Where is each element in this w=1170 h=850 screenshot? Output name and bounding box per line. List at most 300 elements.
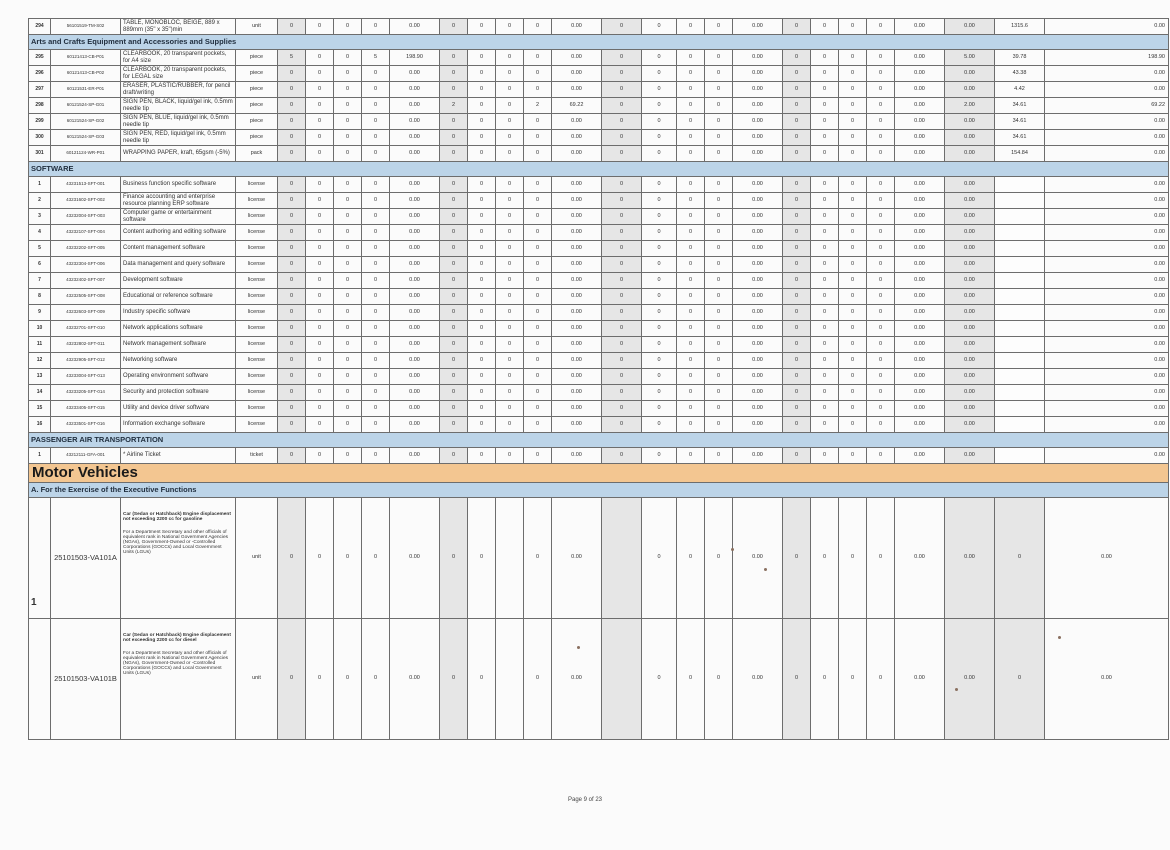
item-code: 43231513-SFT-001 <box>51 177 121 193</box>
item-unit: license <box>236 177 278 193</box>
value-cell: 0 <box>334 114 362 130</box>
value-cell: 0 <box>334 19 362 35</box>
value-cell: 0.00 <box>895 289 945 305</box>
value-cell: 0.00 <box>733 209 783 225</box>
item-unit: license <box>236 417 278 433</box>
value-cell: 0 <box>839 50 867 66</box>
value-cell: 0 <box>642 209 677 225</box>
value-cell: 0 <box>783 619 811 740</box>
value-cell: 0 <box>602 146 642 162</box>
value-cell: 0 <box>278 273 306 289</box>
value-cell: 0.00 <box>390 225 440 241</box>
value-cell: 0.00 <box>945 225 995 241</box>
value-cell: 0.00 <box>390 130 440 146</box>
value-cell: 0 <box>783 225 811 241</box>
value-cell: 0 <box>440 66 468 82</box>
value-cell: 0.00 <box>552 385 602 401</box>
value-cell: 0 <box>705 448 733 464</box>
value-cell: 0 <box>642 337 677 353</box>
value-cell: 0 <box>278 417 306 433</box>
value-cell: 0 <box>306 209 334 225</box>
value-cell: 0 <box>496 225 524 241</box>
value-cell: 0 <box>602 241 642 257</box>
item-description: CLEARBOOK, 20 transparent pockets, for LEGAL size <box>121 66 236 82</box>
value-cell: 0.00 <box>733 146 783 162</box>
value-cell: 0 <box>334 321 362 337</box>
value-cell: 0 <box>306 82 334 98</box>
value-cell: 0.00 <box>390 114 440 130</box>
item-number: 13 <box>29 369 51 385</box>
item-total: 0.00 <box>1045 241 1169 257</box>
value-cell: 0.00 <box>733 289 783 305</box>
value-cell: 0 <box>811 241 839 257</box>
value-cell <box>995 241 1045 257</box>
value-cell: 0 <box>468 353 496 369</box>
value-cell: 0 <box>440 257 468 273</box>
value-cell: 4.42 <box>995 82 1045 98</box>
value-cell: 0 <box>602 50 642 66</box>
value-cell: 0 <box>496 337 524 353</box>
value-cell: 0 <box>334 289 362 305</box>
value-cell: 0.00 <box>390 401 440 417</box>
item-description: Network management software <box>121 337 236 353</box>
value-cell <box>602 498 642 619</box>
value-cell: 0 <box>306 337 334 353</box>
item-description: * Airline Ticket <box>121 448 236 464</box>
value-cell: 0 <box>496 130 524 146</box>
value-cell: 0 <box>705 401 733 417</box>
value-cell: 0 <box>278 448 306 464</box>
value-cell: 0 <box>811 19 839 35</box>
item-total: 0.00 <box>1045 19 1169 35</box>
value-cell: 0.00 <box>390 417 440 433</box>
value-cell: 0 <box>642 619 677 740</box>
value-cell: 0 <box>440 417 468 433</box>
value-cell: 0 <box>468 305 496 321</box>
value-cell: 0 <box>867 130 895 146</box>
value-cell: 0 <box>602 305 642 321</box>
value-cell: 0 <box>362 619 390 740</box>
value-cell: 0.00 <box>945 401 995 417</box>
value-cell: 0 <box>306 498 334 619</box>
value-cell: 0.00 <box>552 305 602 321</box>
value-cell: 0.00 <box>895 114 945 130</box>
value-cell: 0.00 <box>945 130 995 146</box>
vehicle-eligibility: For a Department Secretary and other officials of equivalent rank in National Government Agencies (NGAs), Government-Owned or -Controlled Corporations (GOCCs) and Local Government Units (LGUs) <box>123 651 229 677</box>
value-cell: 0 <box>278 257 306 273</box>
value-cell: 0 <box>440 305 468 321</box>
value-cell: 0 <box>811 225 839 241</box>
value-cell: 0 <box>839 114 867 130</box>
value-cell: 0 <box>334 498 362 619</box>
value-cell: 0 <box>440 19 468 35</box>
value-cell: 0.00 <box>895 193 945 209</box>
value-cell: 34.61 <box>995 114 1045 130</box>
value-cell: 0.00 <box>733 321 783 337</box>
value-cell <box>995 209 1045 225</box>
item-number: 6 <box>29 257 51 273</box>
value-cell: 0 <box>705 19 733 35</box>
value-cell: 0 <box>306 114 334 130</box>
value-cell: 0 <box>783 337 811 353</box>
value-cell <box>995 177 1045 193</box>
table-row <box>29 305 1169 321</box>
value-cell: 0 <box>705 321 733 337</box>
value-cell: 0 <box>306 619 334 740</box>
value-cell <box>995 305 1045 321</box>
value-cell: 0 <box>306 257 334 273</box>
item-code: 60121531-ER-P01 <box>51 82 121 98</box>
value-cell: 0 <box>677 257 705 273</box>
value-cell: 0.00 <box>552 401 602 417</box>
value-cell: 0 <box>524 448 552 464</box>
value-cell: 0 <box>839 98 867 114</box>
value-cell: 0 <box>440 353 468 369</box>
value-cell: 0 <box>524 209 552 225</box>
value-cell: 0.00 <box>390 257 440 273</box>
value-cell: 0 <box>839 82 867 98</box>
value-cell: 0 <box>811 337 839 353</box>
value-cell: 0 <box>677 66 705 82</box>
value-cell: 0 <box>811 193 839 209</box>
value-cell: 0 <box>867 289 895 305</box>
value-cell: 0 <box>334 305 362 321</box>
value-cell: 0 <box>468 241 496 257</box>
value-cell: 0 <box>867 177 895 193</box>
item-number: 2 <box>29 193 51 209</box>
item-code: 43232402-SFT-007 <box>51 273 121 289</box>
value-cell: 0 <box>306 448 334 464</box>
item-number: 12 <box>29 353 51 369</box>
value-cell <box>602 619 642 740</box>
value-cell: 0.00 <box>945 177 995 193</box>
value-cell: 0.00 <box>390 82 440 98</box>
value-cell: 0 <box>362 273 390 289</box>
value-cell: 0 <box>867 146 895 162</box>
value-cell: 0 <box>677 385 705 401</box>
value-cell: 0 <box>278 619 306 740</box>
value-cell: 0 <box>839 209 867 225</box>
value-cell: 0 <box>602 82 642 98</box>
value-cell: 0 <box>677 417 705 433</box>
section-header-title: Arts and Crafts Equipment and Accessories and Supplies <box>29 35 1169 50</box>
value-cell: 0 <box>362 257 390 273</box>
value-cell: 0 <box>468 146 496 162</box>
value-cell: 0 <box>642 66 677 82</box>
value-cell: 0 <box>524 193 552 209</box>
value-cell: 0 <box>278 369 306 385</box>
value-cell: 0.00 <box>895 417 945 433</box>
value-cell: 0 <box>362 19 390 35</box>
value-cell: 0 <box>496 241 524 257</box>
value-cell: 0 <box>468 401 496 417</box>
value-cell: 0.00 <box>390 209 440 225</box>
value-cell: 0.00 <box>945 417 995 433</box>
subsection-header <box>29 483 1169 498</box>
value-cell: 0 <box>642 273 677 289</box>
value-cell: 0 <box>306 273 334 289</box>
value-cell: 0 <box>306 98 334 114</box>
value-cell: 0.00 <box>733 114 783 130</box>
table-row <box>29 177 1169 193</box>
value-cell: 0.00 <box>552 209 602 225</box>
value-cell: 0.00 <box>552 241 602 257</box>
value-cell: 0.00 <box>552 50 602 66</box>
value-cell: 0 <box>524 19 552 35</box>
value-cell: 0 <box>440 146 468 162</box>
value-cell: 0 <box>642 289 677 305</box>
value-cell: 154.84 <box>995 146 1045 162</box>
value-cell: 0 <box>278 225 306 241</box>
value-cell: 0 <box>334 448 362 464</box>
item-total: 0.00 <box>1045 321 1169 337</box>
value-cell: 0 <box>677 98 705 114</box>
item-unit: license <box>236 209 278 225</box>
value-cell: 0 <box>306 193 334 209</box>
item-description: Educational or reference software <box>121 289 236 305</box>
value-cell: 0 <box>783 82 811 98</box>
value-cell: 0 <box>334 257 362 273</box>
value-cell: 0 <box>524 353 552 369</box>
value-cell: 0 <box>783 193 811 209</box>
value-cell: 0 <box>867 417 895 433</box>
item-description: WRAPPING PAPER, kraft, 65gsm (-5%) <box>121 146 236 162</box>
value-cell: 0 <box>811 50 839 66</box>
value-cell: 0 <box>867 193 895 209</box>
item-description <box>121 619 236 740</box>
value-cell: 0.00 <box>895 66 945 82</box>
value-cell: 0 <box>440 114 468 130</box>
value-cell: 0 <box>867 385 895 401</box>
table-row <box>29 369 1169 385</box>
value-cell: 0 <box>677 321 705 337</box>
value-cell: 0 <box>278 193 306 209</box>
value-cell: 0.00 <box>390 193 440 209</box>
item-code: 43232202-SFT-005 <box>51 241 121 257</box>
value-cell: 0 <box>705 498 733 619</box>
value-cell: 0 <box>496 209 524 225</box>
value-cell: 0 <box>811 289 839 305</box>
value-cell: 0 <box>524 241 552 257</box>
value-cell: 0.00 <box>895 401 945 417</box>
value-cell: 0.00 <box>552 257 602 273</box>
value-cell: 0 <box>705 225 733 241</box>
value-cell: 0 <box>642 177 677 193</box>
value-cell: 0 <box>468 82 496 98</box>
category-header-title: Motor Vehicles <box>29 464 1169 483</box>
value-cell: 0.00 <box>895 321 945 337</box>
value-cell: 0.00 <box>390 177 440 193</box>
value-cell: 0 <box>783 417 811 433</box>
value-cell: 0 <box>440 448 468 464</box>
value-cell: 0 <box>306 417 334 433</box>
value-cell: 0 <box>496 448 524 464</box>
value-cell: 0.00 <box>390 289 440 305</box>
value-cell: 0 <box>642 130 677 146</box>
value-cell: 0 <box>705 98 733 114</box>
table-row <box>29 130 1169 146</box>
value-cell: 0 <box>278 353 306 369</box>
value-cell: 0.00 <box>895 82 945 98</box>
value-cell: 0 <box>677 177 705 193</box>
item-number: 1 <box>29 177 51 193</box>
value-cell: 0 <box>524 273 552 289</box>
value-cell: 0 <box>468 193 496 209</box>
table-row <box>29 353 1169 369</box>
item-code: 43232905-SFT-012 <box>51 353 121 369</box>
item-unit: license <box>236 241 278 257</box>
value-cell: 0 <box>468 130 496 146</box>
value-cell: 0 <box>811 114 839 130</box>
value-cell: 0 <box>705 289 733 305</box>
value-cell: 0 <box>524 130 552 146</box>
value-cell: 0 <box>811 619 839 740</box>
value-cell: 0.00 <box>895 448 945 464</box>
value-cell: 0 <box>334 82 362 98</box>
item-unit: license <box>236 289 278 305</box>
value-cell: 0.00 <box>945 337 995 353</box>
value-cell: 0 <box>642 305 677 321</box>
value-cell <box>995 417 1045 433</box>
value-cell: 0.00 <box>895 353 945 369</box>
value-cell: 0 <box>783 19 811 35</box>
value-cell: 0.00 <box>390 337 440 353</box>
item-number: 300 <box>29 130 51 146</box>
value-cell: 0 <box>602 385 642 401</box>
item-unit: license <box>236 401 278 417</box>
item-code: 60121524-SP-G03 <box>51 130 121 146</box>
value-cell: 0 <box>705 146 733 162</box>
value-cell: 0 <box>995 619 1045 740</box>
scan-speck <box>1058 636 1061 639</box>
table-row <box>29 225 1169 241</box>
value-cell <box>995 385 1045 401</box>
item-total: 0.00 <box>1045 273 1169 289</box>
value-cell: 0 <box>677 401 705 417</box>
value-cell: 0 <box>705 417 733 433</box>
value-cell: 0 <box>642 193 677 209</box>
value-cell: 0 <box>839 225 867 241</box>
item-number: 1 <box>29 448 51 464</box>
value-cell: 34.61 <box>995 130 1045 146</box>
value-cell: 0.00 <box>895 498 945 619</box>
value-cell: 0 <box>468 498 496 619</box>
value-cell: 0.00 <box>733 50 783 66</box>
value-cell: 0 <box>334 417 362 433</box>
value-cell <box>496 498 524 619</box>
value-cell: 0 <box>362 498 390 619</box>
value-cell: 0 <box>278 305 306 321</box>
value-cell: 0 <box>867 321 895 337</box>
item-unit: unit <box>236 19 278 35</box>
value-cell: 0.00 <box>552 619 602 740</box>
value-cell: 0 <box>278 209 306 225</box>
value-cell: 0 <box>440 193 468 209</box>
value-cell <box>995 289 1045 305</box>
item-description: SIGN PEN, BLUE, liquid/gel ink, 0.5mm needle tip <box>121 114 236 130</box>
value-cell: 0 <box>642 321 677 337</box>
value-cell: 0 <box>642 50 677 66</box>
value-cell: 0.00 <box>733 98 783 114</box>
value-cell: 0 <box>362 417 390 433</box>
value-cell: 0 <box>677 498 705 619</box>
table-row <box>29 321 1169 337</box>
value-cell: 0 <box>811 305 839 321</box>
item-number: 5 <box>29 241 51 257</box>
value-cell: 0 <box>278 337 306 353</box>
value-cell: 0 <box>524 66 552 82</box>
value-cell: 0.00 <box>552 177 602 193</box>
value-cell: 0.00 <box>733 82 783 98</box>
item-code: 25101503-VA101B <box>51 619 121 740</box>
value-cell: 0 <box>524 498 552 619</box>
value-cell: 0 <box>524 50 552 66</box>
value-cell: 0 <box>811 369 839 385</box>
value-cell: 0.00 <box>945 209 995 225</box>
value-cell: 0 <box>867 257 895 273</box>
item-total: 0.00 <box>1045 177 1169 193</box>
value-cell: 0.00 <box>895 305 945 321</box>
item-unit: license <box>236 369 278 385</box>
value-cell: 0 <box>705 177 733 193</box>
value-cell: 0 <box>783 498 811 619</box>
item-total: 0.00 <box>1045 193 1169 209</box>
value-cell: 0 <box>306 130 334 146</box>
item-total: 0.00 <box>1045 498 1169 619</box>
subsection-header-title: A. For the Exercise of the Executive Functions <box>29 483 1169 498</box>
value-cell: 0 <box>334 353 362 369</box>
value-cell: 0.00 <box>733 337 783 353</box>
value-cell: 0 <box>334 209 362 225</box>
value-cell: 0.00 <box>733 257 783 273</box>
value-cell: 0.00 <box>552 273 602 289</box>
value-cell <box>496 619 524 740</box>
value-cell: 0 <box>811 401 839 417</box>
value-cell: 0 <box>811 321 839 337</box>
value-cell: 0.00 <box>945 82 995 98</box>
value-cell: 0 <box>839 448 867 464</box>
value-cell <box>995 321 1045 337</box>
item-unit: unit <box>236 619 278 740</box>
value-cell: 0 <box>705 114 733 130</box>
item-total: 0.00 <box>1045 225 1169 241</box>
value-cell: 0 <box>496 401 524 417</box>
value-cell: 0.00 <box>390 66 440 82</box>
value-cell: 0 <box>524 417 552 433</box>
value-cell: 0 <box>278 114 306 130</box>
value-cell: 0 <box>524 305 552 321</box>
value-cell: 0 <box>811 146 839 162</box>
scan-speck <box>955 688 958 691</box>
value-cell: 0 <box>440 241 468 257</box>
value-cell: 0 <box>496 19 524 35</box>
value-cell: 0 <box>839 321 867 337</box>
value-cell: 0 <box>839 417 867 433</box>
value-cell: 0 <box>705 273 733 289</box>
value-cell: 0.00 <box>552 417 602 433</box>
value-cell: 0.00 <box>552 321 602 337</box>
value-cell: 0 <box>362 305 390 321</box>
item-unit: license <box>236 225 278 241</box>
value-cell: 0 <box>783 385 811 401</box>
value-cell: 0.00 <box>552 448 602 464</box>
value-cell: 0 <box>496 369 524 385</box>
value-cell <box>995 225 1045 241</box>
value-cell: 0 <box>440 273 468 289</box>
value-cell: 0 <box>278 385 306 401</box>
value-cell: 34.61 <box>995 98 1045 114</box>
value-cell: 0 <box>705 82 733 98</box>
